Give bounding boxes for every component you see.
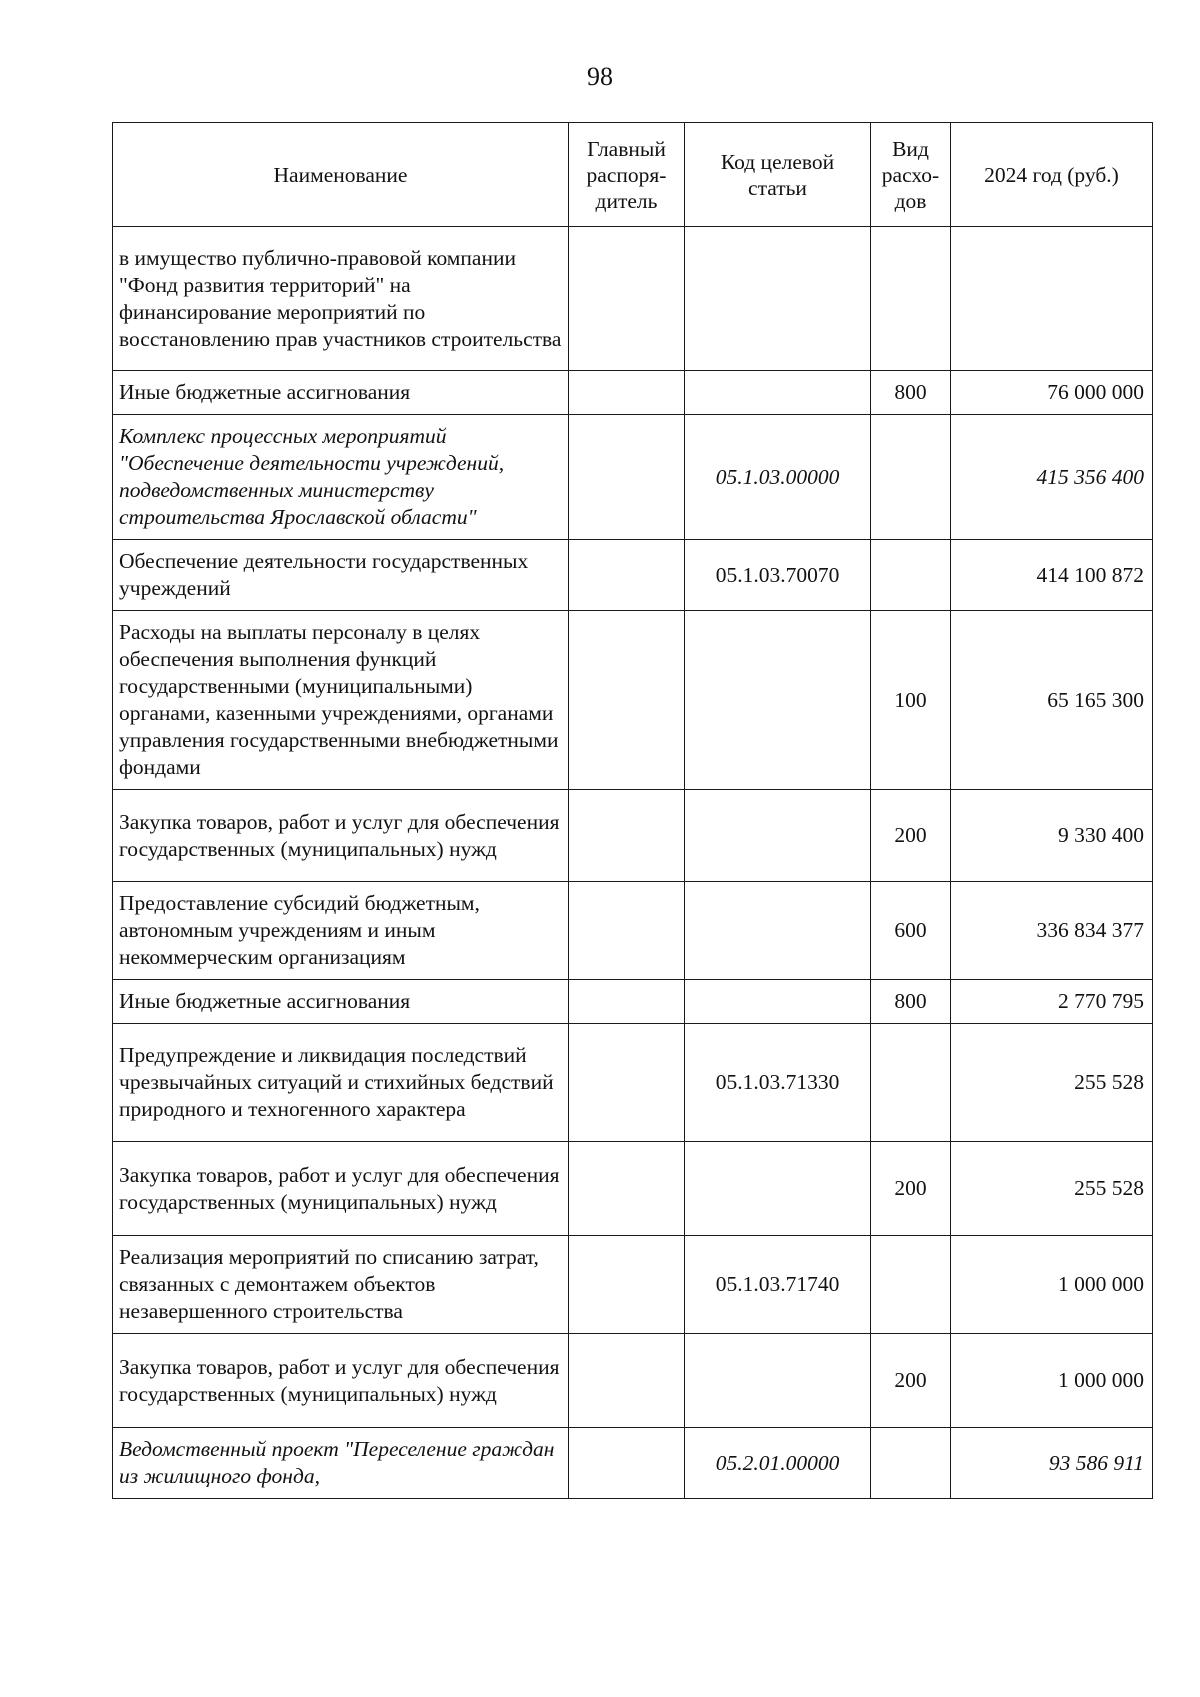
table-row [113,790,1153,882]
header-chief: Главный распоря-дитель [569,123,685,227]
row-name-cell: Расходы на выплаты персоналу в целях обеспечения выполнения функций государственными (муниципальными) органами, казенными учреждениями, органами управления государственными внебюджетными фондами [113,611,569,790]
row-kind-cell: 100 [871,611,951,790]
row-code-cell: 05.1.03.70070 [685,540,871,611]
row-chief-cell [569,1024,685,1142]
row-chief-cell [569,790,685,882]
row-sum-cell: 414 100 872 [951,540,1153,611]
row-code-cell [685,371,871,415]
row-code-cell [685,790,871,882]
table-row [113,1428,1153,1499]
row-kind-cell: 200 [871,790,951,882]
row-code-cell: 05.2.01.00000 [685,1428,871,1499]
row-name-cell: Предоставление субсидий бюджетным, автономным учреждениям и иным некоммерческим организациям [113,882,569,980]
header-name: Наименование [113,123,569,227]
row-sum-cell: 255 528 [951,1142,1153,1236]
row-chief-cell [569,980,685,1024]
row-code-cell [685,882,871,980]
row-name-cell: Предупреждение и ликвидация последствий чрезвычайных ситуаций и стихийных бедствий природного и техногенного характера [113,1024,569,1142]
row-name-cell: Ведомственный проект "Переселение граждан из жилищного фонда, [113,1428,569,1499]
row-sum-cell: 1 000 000 [951,1334,1153,1428]
row-code-cell: 05.1.03.00000 [685,415,871,540]
row-kind-cell [871,1428,951,1499]
row-name-cell: Реализация мероприятий по списанию затрат, связанных с демонтажем объектов незавершенного строительства [113,1236,569,1334]
row-name-cell: Обеспечение деятельности государственных учреждений [113,540,569,611]
row-sum-cell: 255 528 [951,1024,1153,1142]
row-sum-cell: 76 000 000 [951,371,1153,415]
row-chief-cell [569,371,685,415]
row-chief-cell [569,882,685,980]
row-chief-cell [569,611,685,790]
row-chief-cell [569,1334,685,1428]
table-row [113,1236,1153,1334]
row-kind-cell [871,1024,951,1142]
budget-table [112,122,1153,1499]
row-name-cell: Иные бюджетные ассигнования [113,371,569,415]
table-row [113,1142,1153,1236]
row-code-cell [685,1142,871,1236]
table-row [113,980,1153,1024]
row-chief-cell [569,540,685,611]
row-kind-cell: 200 [871,1142,951,1236]
row-name-cell: Комплекс процессных мероприятий "Обеспечение деятельности учреждений, подведомственных министерству строительства Ярославской области" [113,415,569,540]
header-code: Код целевой статьи [685,123,871,227]
row-code-cell [685,980,871,1024]
table-row [113,1334,1153,1428]
row-name-cell: Закупка товаров, работ и услуг для обеспечения государственных (муниципальных) нужд [113,1334,569,1428]
row-kind-cell [871,227,951,371]
row-chief-cell [569,227,685,371]
row-kind-cell [871,1236,951,1334]
table-header-row [113,123,1153,227]
row-sum-cell [951,227,1153,371]
header-kind: Вид расхо-дов [871,123,951,227]
row-sum-cell: 415 356 400 [951,415,1153,540]
row-chief-cell [569,1236,685,1334]
table-row [113,227,1153,371]
table-row [113,371,1153,415]
page-number: 98 [587,62,613,91]
row-code-cell [685,1334,871,1428]
row-name-cell: Иные бюджетные ассигнования [113,980,569,1024]
table-row [113,611,1153,790]
row-kind-cell [871,415,951,540]
row-code-cell [685,611,871,790]
row-sum-cell: 2 770 795 [951,980,1153,1024]
row-name-cell: Закупка товаров, работ и услуг для обеспечения государственных (муниципальных) нужд [113,790,569,882]
row-chief-cell [569,415,685,540]
table-row [113,882,1153,980]
row-name-cell: в имущество публично-правовой компании "Фонд развития территорий" на финансирование мероприятий по восстановлению прав участников строительства [113,227,569,371]
row-kind-cell: 800 [871,371,951,415]
row-name-cell: Закупка товаров, работ и услуг для обеспечения государственных (муниципальных) нужд [113,1142,569,1236]
row-chief-cell [569,1142,685,1236]
header-sum: 2024 год (руб.) [951,123,1153,227]
row-code-cell: 05.1.03.71740 [685,1236,871,1334]
table-row [113,1024,1153,1142]
row-chief-cell [569,1428,685,1499]
row-kind-cell: 800 [871,980,951,1024]
row-sum-cell: 336 834 377 [951,882,1153,980]
row-kind-cell [871,540,951,611]
table-body [113,227,1153,1499]
table-row [113,540,1153,611]
row-code-cell [685,227,871,371]
row-code-cell: 05.1.03.71330 [685,1024,871,1142]
row-kind-cell: 200 [871,1334,951,1428]
table-row [113,415,1153,540]
row-sum-cell: 93 586 911 [951,1428,1153,1499]
row-sum-cell: 9 330 400 [951,790,1153,882]
row-sum-cell: 65 165 300 [951,611,1153,790]
row-sum-cell: 1 000 000 [951,1236,1153,1334]
row-kind-cell: 600 [871,882,951,980]
